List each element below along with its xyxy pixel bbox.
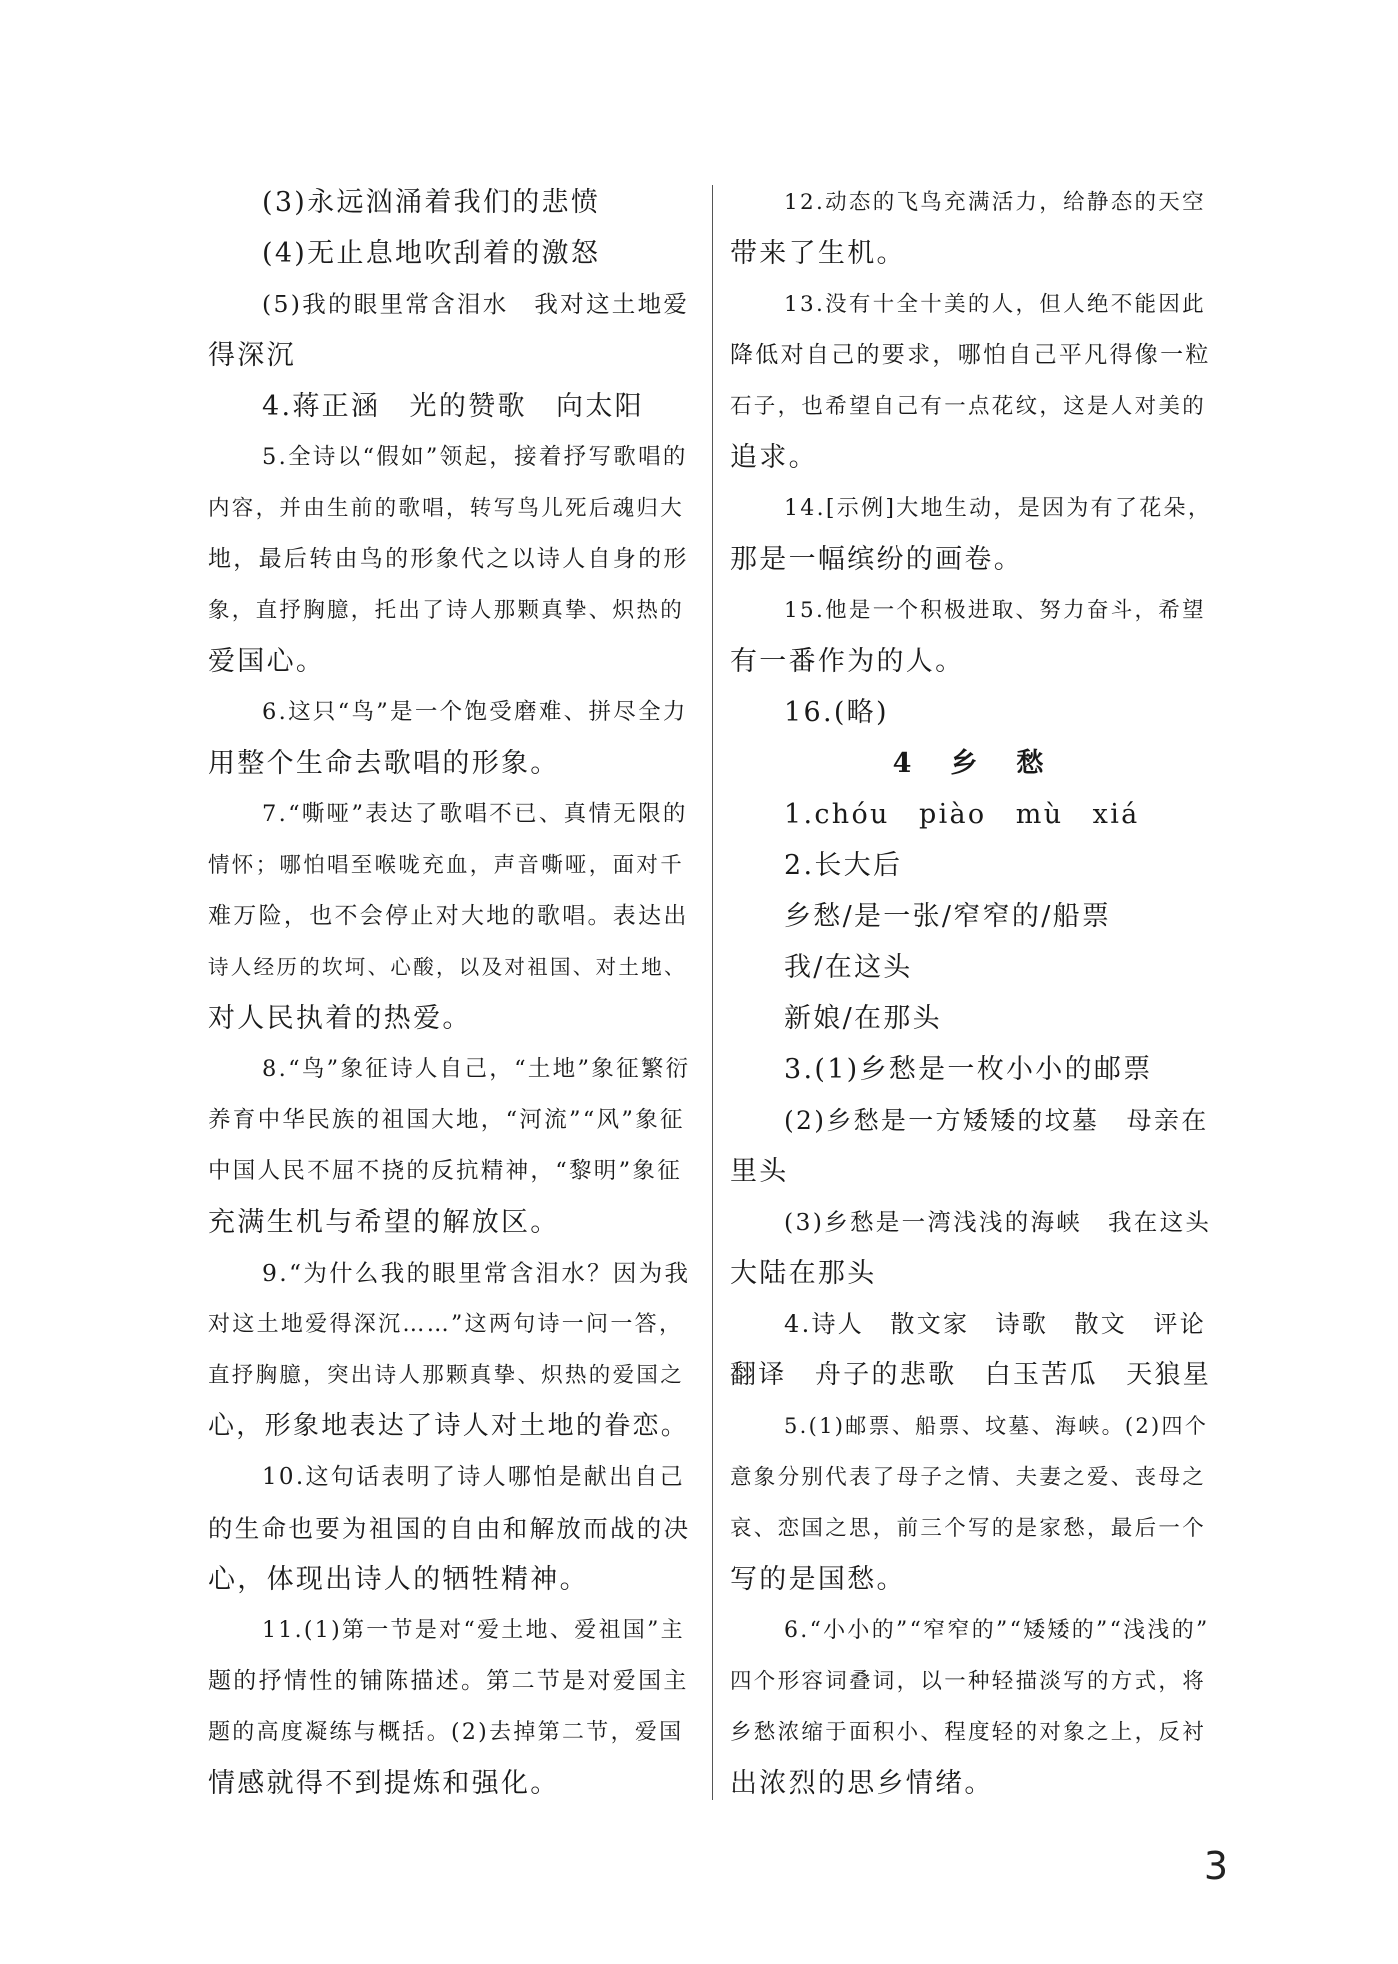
text-line: 对人民执着的热爱。 [208, 1003, 472, 1034]
text-line: 12.动态的飞鸟充满活力，给静态的天空 [784, 190, 1206, 215]
text-line: 16.(略) [784, 697, 889, 728]
text-line: 地，最后转由鸟的形象代之以诗人自身的形 [208, 546, 689, 572]
text-line: 用整个生命去歌唱的形象。 [208, 748, 560, 779]
text-line: 心，形象地表达了诗人对土地的眷恋。 [208, 1411, 690, 1441]
text-line: 情感就得不到提炼和强化。 [208, 1768, 560, 1799]
text-line: 里头 [730, 1156, 789, 1187]
text-line: 追求。 [730, 442, 818, 473]
text-line: 得深沉 [208, 340, 296, 371]
text-line: 题的抒情性的铺陈描述。第二节是对爱国主 [208, 1668, 689, 1694]
text-line: 四个形容词叠词，以一种轻描淡写的方式，将 [730, 1669, 1207, 1694]
text-line: (2)乡愁是一方矮矮的坟墓 母亲在 [784, 1106, 1209, 1135]
text-line: 那是一幅缤纷的画卷。 [730, 544, 1023, 575]
text-line: 中国人民不屈不挠的反抗精神，“黎明”象征 [208, 1158, 683, 1184]
text-line: 情怀；哪怕唱至喉咙充血，声音嘶哑，面对千 [208, 853, 685, 878]
text-line: (3)乡愁是一湾浅浅的海峡 我在这头 [784, 1208, 1212, 1236]
text-line: 养育中华民族的祖国大地，“河流”“风”象征 [208, 1107, 685, 1133]
text-line: 1.chóu piào mù xiá [784, 799, 1140, 830]
text-line: 3.(1)乡愁是一枚小小的邮票 [784, 1054, 1153, 1085]
text-line: (5)我的眼里常含泪水 我对这土地爱 [262, 290, 690, 318]
text-line: 10.这句话表明了诗人哪怕是献出自己 [262, 1464, 685, 1490]
column-divider [712, 185, 713, 1800]
text-line: 的生命也要为祖国的自由和解放而战的决 [208, 1514, 691, 1543]
text-line: 写的是国愁。 [730, 1564, 906, 1595]
text-line: 心，体现出诗人的牺牲精神。 [208, 1564, 589, 1595]
text-line: 意象分别代表了母子之情、夫妻之爱、丧母之 [730, 1465, 1207, 1490]
text-line: 6.这只“鸟”是一个饱受磨难、拼尽全力 [262, 699, 688, 725]
text-line: 6.“小小的”“窄窄的”“矮矮的”“浅浅的” [784, 1618, 1210, 1643]
text-line: (3)永远汹涌着我们的悲愤 [262, 187, 601, 218]
text-line: 石子，也希望自己有一点花纹，这是人对美的 [730, 394, 1207, 419]
text-line: 哀、恋国之思，前三个写的是家愁，最后一个 [730, 1516, 1207, 1541]
text-line: 15.他是一个积极进取、努力奋斗，希望 [784, 598, 1206, 623]
text-line: 有一番作为的人。 [730, 646, 965, 677]
text-line: 充满生机与希望的解放区。 [208, 1207, 560, 1238]
text-line: 4.蒋正涵 光的赞歌 向太阳 [262, 391, 644, 422]
text-line: 直抒胸臆，突出诗人那颗真挚、炽热的爱国之 [208, 1363, 685, 1388]
text-line: 难万险，也不会停止对大地的歌唱。表达出 [208, 903, 689, 929]
text-line: (4)无止息地吹刮着的激怒 [262, 238, 601, 269]
text-line: 大陆在那头 [730, 1258, 877, 1289]
text-line: 13.没有十全十美的人，但人绝不能因此 [784, 292, 1206, 317]
text-line: 8.“鸟”象征诗人自己，“土地”象征繁衍 [262, 1056, 691, 1082]
text-line: 象，直抒胸臆，托出了诗人那颗真挚、炽热的 [208, 598, 685, 623]
right-column [730, 177, 1212, 1809]
text-line: 乡愁/是一张/窄窄的/船票 [784, 901, 1112, 932]
text-line: 14.[示例]大地生动，是因为有了花朵， [784, 496, 1213, 521]
text-line: 9.“为什么我的眼里常含泪水？因为我 [262, 1259, 691, 1287]
text-line: 带来了生机。 [730, 238, 906, 269]
text-line: 对这土地爱得深沉……”这两句诗一问一答， [208, 1312, 684, 1337]
section-heading: 4 乡 愁 [892, 748, 1050, 779]
page-number: 3 [1203, 1844, 1228, 1888]
text-line: 5.(1)邮票、船票、坟墓、海峡。(2)四个 [784, 1414, 1209, 1438]
left-column [208, 177, 690, 1809]
text-line: 内容，并由生前的歌唱，转写鸟儿死后魂归大 [208, 496, 685, 521]
text-line: 降低对自己的要求，哪怕自己平凡得像一粒 [730, 342, 1211, 368]
text-line: 题的高度凝练与概括。(2)去掉第二节，爱国 [208, 1720, 684, 1745]
text-line: 2.长大后 [784, 850, 903, 881]
text-line: 爱国心。 [208, 646, 326, 677]
text-line: 乡愁浓缩于面积小、程度轻的对象之上，反衬 [730, 1720, 1207, 1745]
text-line: 我/在这头 [784, 952, 913, 983]
text-line: 11.(1)第一节是对“爱土地、爱祖国”主 [262, 1618, 685, 1643]
text-line: 翻译 舟子的悲歌 白玉苦瓜 天狼星 [730, 1360, 1212, 1390]
text-line: 出浓烈的思乡情绪。 [730, 1768, 994, 1799]
text-line: 5.全诗以“假如”领起，接着抒写歌唱的 [262, 444, 688, 470]
text-line: 诗人经历的坎坷、心酸，以及对祖国、对土地、 [208, 955, 687, 979]
text-line: 7.“嘶哑”表达了歌唱不已、真情无限的 [262, 801, 688, 827]
text-line: 4.诗人 散文家 诗歌 散文 评论 [784, 1310, 1206, 1338]
text-line: 新娘/在那头 [784, 1003, 942, 1034]
